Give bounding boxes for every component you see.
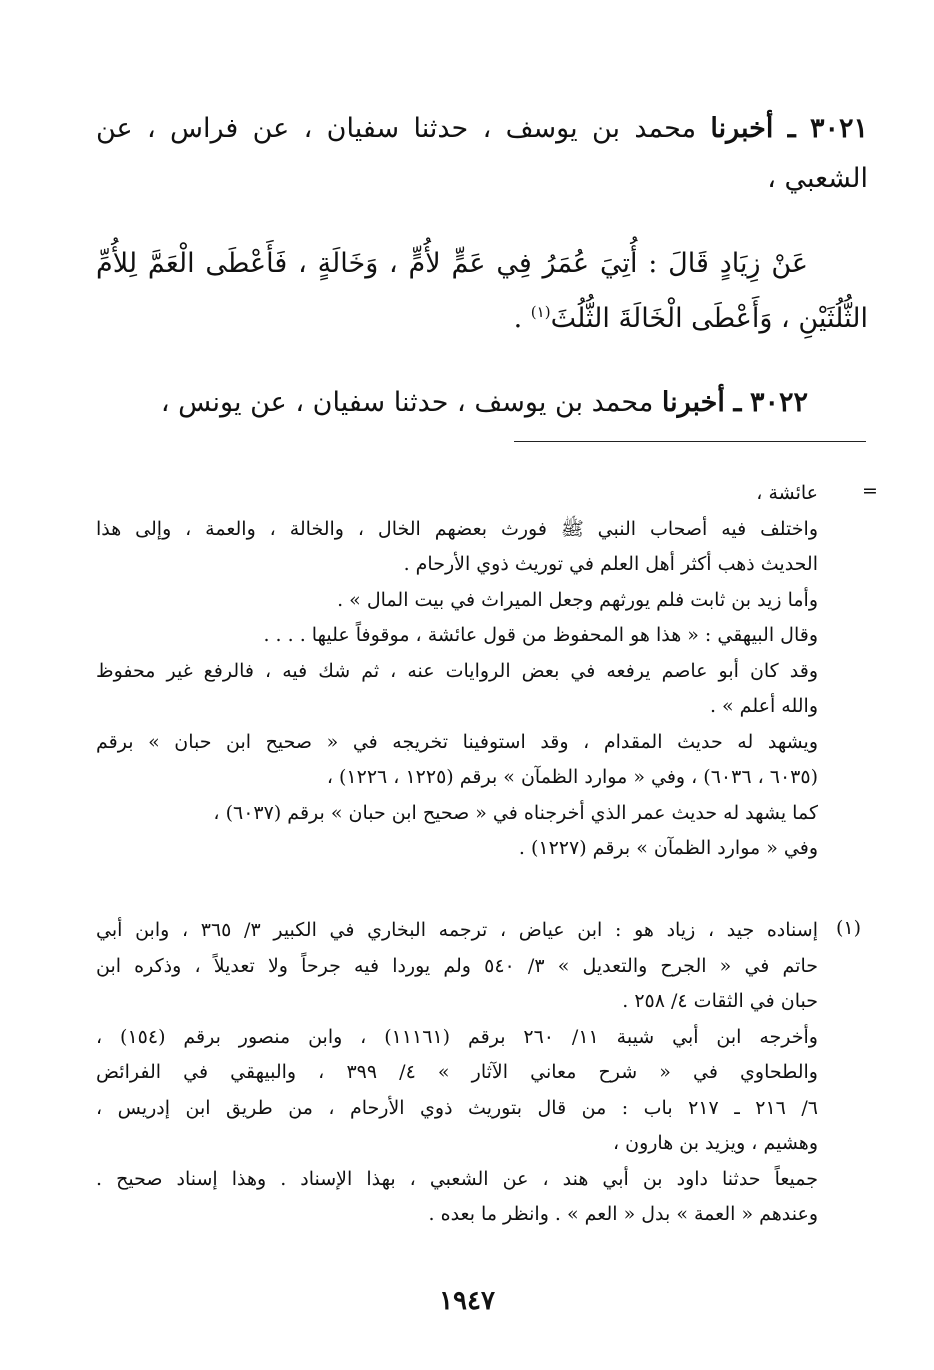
note-line: وقال البيهقي : « هذا هو المحفوظ من قول عائشة ، موقوفاً عليها . . . .: [263, 624, 818, 646]
note-line: والله أعلم » .: [709, 695, 818, 717]
footnote-1-marker: (١): [836, 917, 862, 939]
note-line: وهشيم ، ويزيد بن هارون ،: [612, 1132, 818, 1154]
note-line: حبان في الثقات ٤/ ٢٥٨ .: [622, 990, 818, 1012]
matn-text: الثُّلُثَيْنِ ، وَأَعْطَى الْخَالَةَ الثُّلُثَ: [550, 303, 868, 334]
note-line: وأخرجه ابن أبي شيبة ١١/ ٢٦٠ برقم (١١١٦١) ، وابن منصور برقم (١٥٤) ،: [96, 1025, 818, 1048]
hadith-number: ٣٠٢٢: [749, 387, 808, 418]
note-line: وقد كان أبو عاصم يرفعه في بعض الروايات عنه ، ثم شك فيه ، فالرفع غير محفوظ: [96, 659, 818, 682]
note-line: جميعاً حدثنا داود بن أبي هند ، عن الشعبي ، بهذا الإسناد . وهذا إسناد صحيح .: [96, 1167, 818, 1190]
hadith-3022-line: [96, 378, 868, 428]
note-line: عائشة ،: [756, 482, 818, 504]
continuation-marker: =: [862, 480, 878, 502]
hadith-number-dash: ـ: [733, 387, 742, 418]
matn-line-2: [96, 288, 868, 343]
note-line: حاتم في « الجرح والتعديل » ٣/ ٥٤٠ ولم يوردا فيه جرحاً ولا تعديلاً ، وذكره ابن: [96, 954, 818, 977]
note-line: ويشهد له حديث المقدام ، وقد استوفينا تخريجه في « صحيح ابن حبان » برقم: [96, 730, 818, 753]
note-line: وعندهم « العمة » بدل « العم » . وانظر ما بعده .: [428, 1203, 818, 1225]
note-line: ٦/ ٢١٦ ـ ٢١٧ باب : من قال بتوريث ذوي الأرحام ، من طريق ابن إدريس ،: [96, 1096, 818, 1119]
hadith-number: ٣٠٢١: [809, 113, 868, 144]
isnad-text: محمد بن يوسف ، حدثنا سفيان ، عن فراس ، عن: [96, 113, 697, 144]
isnad-text: محمد بن يوسف ، حدثنا سفيان ، عن يونس ،: [160, 387, 654, 418]
hadith-number-dash: ـ: [787, 113, 796, 144]
note-line: والطحاوي في « شرح معاني الآثار » ٤/ ٣٩٩ ، والبيهقي في الفرائض: [96, 1061, 818, 1083]
hadith-3022: [96, 378, 868, 428]
note-line: إسناده جيد ، زياد هو : ابن عياض ، ترجمه البخاري في الكبير ٣/ ٣٦٥ ، وابن أبي: [96, 919, 818, 941]
hadith-3021: [96, 104, 868, 204]
matn-block: [96, 240, 868, 343]
hadith-lead-word: أخبرنا: [661, 387, 725, 418]
matn-line-1: عَنْ زِيَادٍ قَالَ : أُتِيَ عُمَرُ فِي عَمٍّ لأُمٍّ ، وَخَالَةٍ ، فَأَعْطَى الْعَمَّ لِلأُمِّ: [96, 248, 808, 279]
matn-end: .: [513, 303, 531, 334]
footnote-reference[interactable]: (١): [530, 303, 551, 321]
footnote-1: [96, 913, 818, 1233]
note-line: واختلف فيه أصحاب النبي ﷺ فورث بعضهم الخال ، والخالة ، والعمة ، وإلى هذا: [96, 517, 818, 540]
note-line: الحديث ذهب أكثر أهل العلم في توريث ذوي الأرحام .: [403, 553, 818, 575]
hadith-lead-word: أخبرنا: [710, 113, 774, 144]
footnote-separator: [514, 441, 866, 442]
hadith-3021-line-1: [96, 104, 868, 154]
note-line: وفي « موارد الظمآن » برقم (١٢٢٧) .: [518, 837, 818, 859]
footnote-continuation: [96, 476, 818, 867]
note-line: كما يشهد له حديث عمر الذي أخرجناه في « صحيح ابن حبان » برقم (٦٠٣٧) ،: [213, 801, 818, 824]
hadith-3021-line-2: الشعبي ،: [767, 163, 868, 194]
page-number: ١٩٤٧: [439, 1286, 495, 1316]
note-line: وأما زيد بن ثابت فلم يورثهم وجعل الميراث في بيت المال » .: [337, 588, 818, 611]
note-line: (٦٠٣٥ ، ٦٠٣٦) ، وفي « موارد الظمآن » برقم (١٢٢٥ ، ١٢٢٦) ،: [326, 766, 818, 788]
